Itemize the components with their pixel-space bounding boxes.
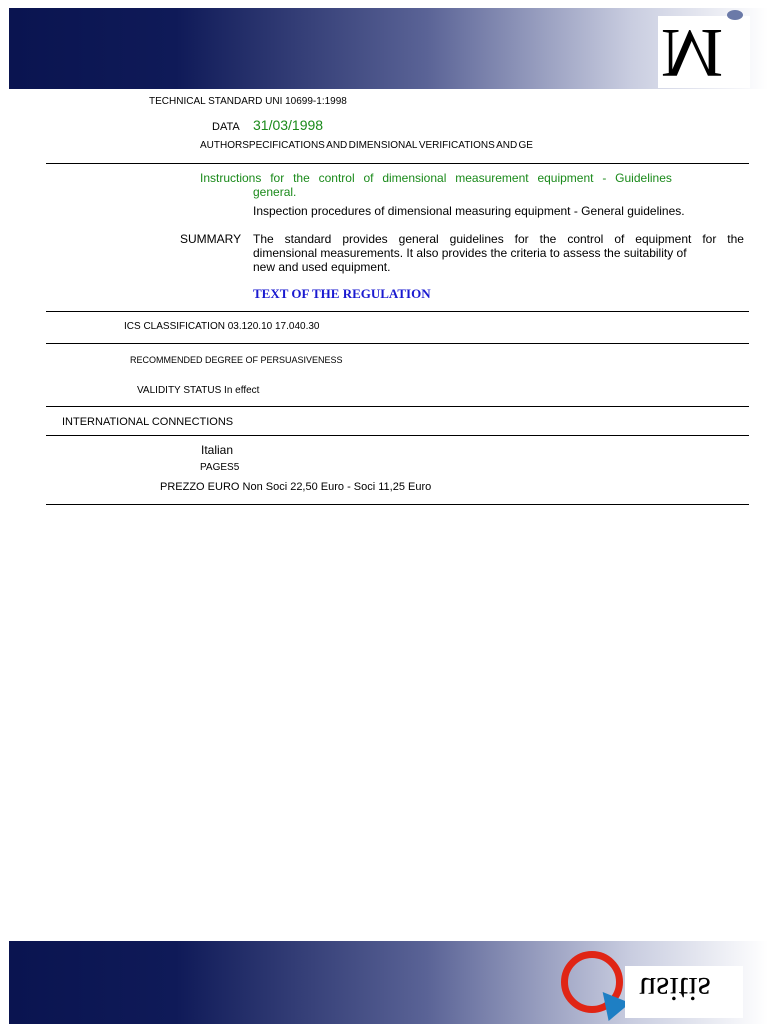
- author-word: GE: [518, 140, 533, 151]
- summary-line1: [253, 232, 744, 246]
- persuasiveness-label: RECOMMENDED DEGREE OF PERSUASIVENESS: [130, 355, 343, 365]
- language: Italian: [201, 443, 234, 457]
- brand-text: usitis: [639, 970, 711, 1007]
- author-word: AND: [496, 140, 518, 151]
- title-word: Instructions: [200, 171, 262, 185]
- author-word: DIMENSIONAL: [348, 140, 418, 151]
- title-word: measurement: [455, 171, 529, 185]
- logo: [658, 14, 750, 91]
- divider: [46, 311, 749, 312]
- international-connections: INTERNATIONAL CONNECTIONS: [62, 416, 234, 428]
- summary-line3: new and used equipment.: [253, 260, 391, 274]
- summary-word: standard: [284, 232, 332, 246]
- standard-title: TECHNICAL STANDARD UNI 10699-1:1998: [149, 96, 347, 107]
- author-value: [242, 140, 533, 151]
- title-word: Guidelines: [615, 171, 672, 185]
- author-word: AND: [326, 140, 348, 151]
- author-word: SPECIFICATIONS: [242, 140, 325, 151]
- logo-letter: M: [660, 14, 724, 91]
- summary-word: The: [253, 232, 274, 246]
- summary-word: for: [514, 232, 529, 246]
- logo-dot-icon: [727, 10, 743, 20]
- price: PREZZO EURO Non Soci 22,50 Euro - Soci 11,25 Euro: [160, 481, 432, 493]
- validity-status: VALIDITY STATUS In effect: [137, 385, 260, 396]
- summary-word: provides: [342, 232, 388, 246]
- summary-label: SUMMARY: [180, 232, 242, 246]
- divider: [46, 504, 749, 505]
- author-label: AUTHOR: [200, 140, 243, 151]
- title-word: the: [293, 171, 310, 185]
- title-word: -: [602, 171, 607, 185]
- title-word: of: [363, 171, 374, 185]
- author-row: [200, 140, 533, 151]
- summary-word: equipment: [635, 232, 692, 246]
- summary-line2: dimensional measurements. It also provides the criteria to assess the suitability of: [253, 246, 687, 260]
- brand-logo: [625, 966, 743, 1018]
- title-english: Inspection procedures of dimensional measuring equipment - General guidelines.: [253, 204, 685, 218]
- summary-word: guidelines: [449, 232, 504, 246]
- title-italian-line2: general.: [253, 185, 297, 199]
- summary-word: of: [614, 232, 625, 246]
- divider: [46, 406, 749, 407]
- pages: PAGES5: [200, 462, 240, 473]
- divider: [46, 435, 749, 436]
- summary-word: for: [702, 232, 717, 246]
- title-word: dimensional: [382, 171, 447, 185]
- author-word: VERIFICATIONS: [418, 140, 495, 151]
- summary-word: control: [567, 232, 604, 246]
- title-word: equipment: [537, 171, 594, 185]
- regulation-text-link[interactable]: TEXT OF THE REGULATION: [253, 286, 431, 301]
- data-value: 31/03/1998: [253, 117, 324, 133]
- header-banner: [9, 8, 768, 89]
- divider: [46, 343, 749, 344]
- title-italian-line1: [200, 171, 672, 185]
- data-label: DATA: [212, 121, 240, 133]
- summary-word: general: [398, 232, 439, 246]
- title-word: control: [318, 171, 355, 185]
- divider: [46, 163, 749, 164]
- ics-classification: ICS CLASSIFICATION 03.120.10 17.040.30: [124, 321, 320, 332]
- summary-word: the: [539, 232, 557, 246]
- title-word: for: [270, 171, 285, 185]
- summary-word: the: [727, 232, 744, 246]
